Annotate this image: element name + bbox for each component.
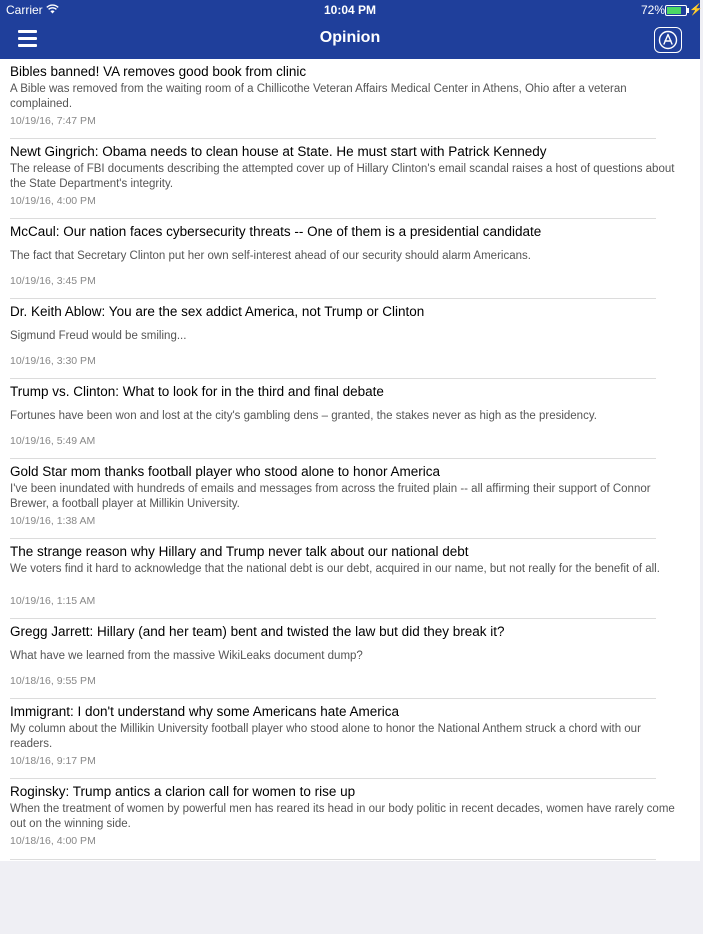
page-title: Opinion [319, 29, 381, 46]
app-store-button[interactable] [654, 27, 682, 53]
divider [10, 859, 656, 860]
article-title: Roginsky: Trump antics a clarion call for women to rise up [10, 784, 356, 799]
top-bar [0, 0, 703, 59]
article-description: What have we learned from the massive WikiLeaks document dump? [10, 650, 363, 662]
carrier-label: Carrier [6, 3, 43, 17]
article-timestamp: 10/19/16, 1:15 AM [10, 595, 96, 607]
divider [10, 778, 656, 779]
article-description: Fortunes have been won and lost at the city's gambling dens – granted, the stakes never as high as the presidency. [10, 410, 597, 422]
article-timestamp: 10/18/16, 9:17 PM [10, 755, 96, 767]
divider [10, 298, 656, 299]
article-description: The release of FBI documents describing the attempted cover up of Hillary Clinton's email scandal raises a host of questions about the State Department's integrity. [10, 163, 675, 190]
charging-icon: ⚡ [689, 4, 703, 16]
battery-icon [665, 5, 687, 16]
article-title: Gold Star mom thanks football player who stood alone to honor America [10, 464, 440, 479]
divider [10, 218, 656, 219]
battery-percent: 72% [641, 3, 666, 17]
article-list [0, 59, 700, 861]
article-description: We voters find it hard to acknowledge that the national debt is our debt, acquired in our name, but not really for the benefit of all. [10, 563, 660, 575]
article-title: The strange reason why Hillary and Trump never talk about our national debt [10, 544, 469, 559]
article-description: Sigmund Freud would be smiling... [10, 330, 187, 342]
article-timestamp: 10/19/16, 3:30 PM [10, 355, 96, 367]
article-description: I've been inundated with hundreds of emails and messages from across the fruited plain -- all affirming their support of Connor Brewer, a football player at Millikin University. [10, 483, 651, 510]
article-timestamp: 10/19/16, 1:38 AM [10, 515, 96, 527]
article-timestamp: 10/19/16, 7:47 PM [10, 115, 96, 127]
article-title: Dr. Keith Ablow: You are the sex addict America, not Trump or Clinton [10, 304, 425, 319]
article-timestamp: 10/19/16, 5:49 AM [10, 435, 96, 447]
article-timestamp: 10/18/16, 4:00 PM [10, 835, 96, 847]
app-store-icon [655, 28, 681, 52]
divider [10, 538, 656, 539]
article-description: The fact that Secretary Clinton put her own self-interest ahead of our security should alarm Americans. [10, 250, 531, 262]
article-title: Newt Gingrich: Obama needs to clean house at State. He must start with Patrick Kennedy [10, 144, 547, 159]
article-title: Gregg Jarrett: Hillary (and her team) bent and twisted the law but did they break it? [10, 624, 505, 639]
divider [10, 618, 656, 619]
status-bar [0, 0, 703, 20]
article-timestamp: 10/18/16, 9:55 PM [10, 675, 96, 687]
article-description: My column about the Millikin University football player who stood alone to honor the National Anthem struck a chord with our readers. [10, 723, 641, 750]
article-title: Immigrant: I don't understand why some Americans hate America [10, 704, 400, 719]
article-title: Bibles banned! VA removes good book from clinic [10, 64, 307, 79]
divider [10, 698, 656, 699]
article-title: Trump vs. Clinton: What to look for in the third and final debate [10, 384, 384, 399]
article-description: A Bible was removed from the waiting room of a Chillicothe Veteran Affairs Medical Center in Athens, Ohio after a veteran complained. [10, 83, 627, 110]
article-timestamp: 10/19/16, 3:45 PM [10, 275, 96, 287]
divider [10, 138, 656, 139]
divider [10, 378, 656, 379]
article-description: When the treatment of women by powerful men has reared its head in our body politic in recent decades, women have rarely come out on the winning side. [10, 803, 675, 830]
article-title: McCaul: Our nation faces cybersecurity threats -- One of them is a presidential candidate [10, 224, 542, 239]
divider [10, 458, 656, 459]
article-timestamp: 10/19/16, 4:00 PM [10, 195, 96, 207]
status-time: 10:04 PM [323, 3, 377, 17]
